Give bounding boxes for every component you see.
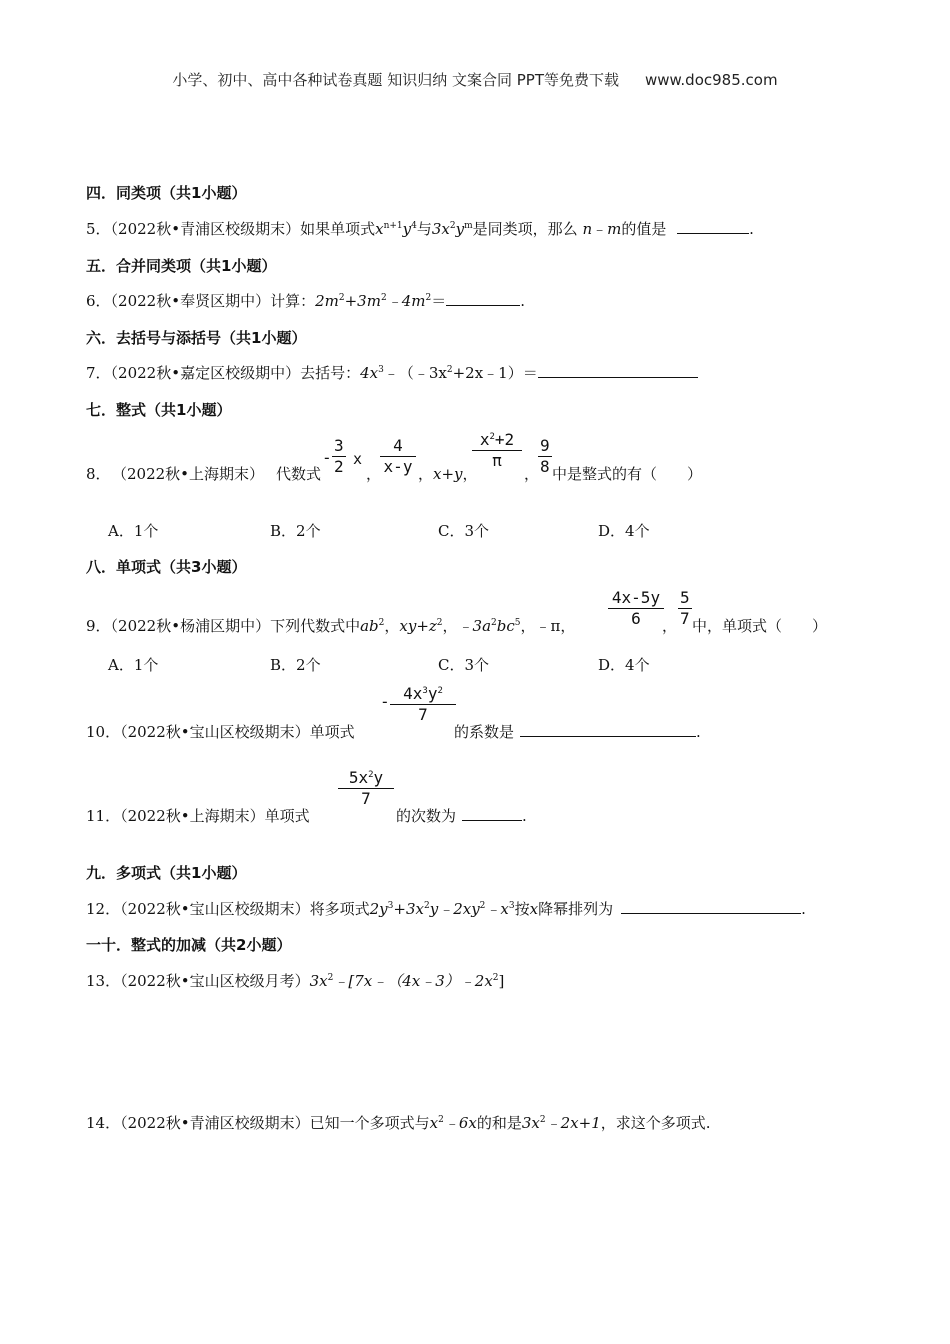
q10-text: 单项式 [309, 723, 355, 741]
option-d[interactable]: D．4个 [598, 522, 650, 540]
q14-sup: 2 [438, 1115, 444, 1125]
page-header [0, 69, 950, 90]
option-b[interactable]: B．2个 [270, 522, 321, 540]
q9-sup: 2 [378, 618, 385, 628]
fraction-numerator: 4x-5y [608, 588, 664, 609]
q14-source: （2022秋•青浦区校级期末） [120, 1114, 310, 1132]
q9-math: ﹣3a [457, 617, 492, 635]
q5-number: 5． [86, 220, 111, 238]
q9-source: （2022秋•杨浦区期中） [110, 617, 271, 635]
q5-text: 与 [416, 220, 432, 238]
fraction-sup: 2 [368, 770, 374, 780]
q9-lead [86, 615, 575, 636]
fraction-numerator: 3 [334, 436, 344, 455]
header-site: www.doc985.com [644, 71, 778, 89]
q12-source: （2022秋•宝山区校级期末） [120, 900, 310, 918]
q10-lead [86, 721, 355, 742]
q14-text: 的和是 [476, 1114, 522, 1132]
q12-number: 12． [86, 900, 121, 918]
q7-source: （2022秋•嘉定区校级期中） [110, 364, 301, 382]
q10-end: . [696, 723, 701, 741]
q10-tail [454, 721, 701, 742]
option-a[interactable]: A．1个 [108, 656, 159, 674]
q8-text: ） [687, 465, 703, 483]
q11-text: 单项式 [264, 807, 310, 825]
q14-math: ﹣2x+1 [545, 1114, 601, 1132]
q8-text: 代数式 [276, 465, 322, 483]
fraction-denominator: 2 [334, 457, 344, 476]
answer-blank[interactable] [520, 722, 696, 737]
question-12 [86, 898, 806, 919]
q9-math: ab [360, 617, 379, 635]
q11-source: （2022秋•上海期末） [120, 807, 265, 825]
q5-math: n [582, 220, 593, 238]
q8-math: x+y [433, 465, 463, 483]
q7-number: 7． [86, 364, 111, 382]
q13-source: （2022秋•宝山区校级月考） [120, 972, 310, 990]
section-title-6: 六．去括号与添括号（共1小题） [86, 329, 307, 347]
fraction-numerator: y [427, 684, 438, 703]
fraction-denominator: 6 [631, 609, 641, 628]
q6-end: . [520, 292, 525, 310]
q6-math: +3m [344, 292, 381, 310]
fraction-denominator: π [492, 451, 502, 470]
q9-sup: 2 [491, 618, 497, 628]
section-title-4: 四．同类项（共1小题） [86, 184, 247, 202]
fraction-sup: 2 [489, 432, 495, 442]
q13-math: ﹣[7x﹣（4x﹣3）﹣2x [333, 972, 493, 990]
q9-tail [692, 615, 827, 636]
q11-lead [86, 805, 310, 826]
answer-blank[interactable] [462, 806, 522, 821]
q11-tail [396, 805, 527, 826]
q6-source: （2022秋•奉贤区期中） [110, 292, 271, 310]
question-5 [86, 218, 754, 239]
q5-math: y [455, 220, 465, 238]
q8-number: 8． [86, 465, 111, 483]
option-c[interactable]: C．3个 [438, 522, 490, 540]
q10-text: 的系数是 [454, 723, 515, 741]
question-7 [86, 362, 698, 383]
question-14 [86, 1112, 711, 1133]
q8-terms [418, 463, 478, 484]
section-title-5: 五．合并同类项（共1小题） [86, 257, 277, 275]
q12-text: 将多项式 [309, 900, 370, 918]
q12-text: 按 [514, 900, 530, 918]
fraction-denominator: 7 [418, 705, 428, 724]
q9-text: 下列代数式中 [270, 617, 361, 635]
q8-comma: ， [418, 465, 434, 483]
fraction-sign: - [380, 692, 390, 711]
q14-text: 已知一个多项式与 [309, 1114, 430, 1132]
q12-sup: 2 [423, 901, 430, 911]
fraction-sign: - [322, 448, 332, 467]
q7-math: ﹣（﹣3x [383, 364, 447, 382]
q8-source: （2022秋•上海期末） [112, 465, 265, 483]
option-b[interactable]: B．2个 [270, 656, 321, 674]
fraction-sup: 3 [422, 686, 428, 696]
option-a[interactable]: A．1个 [108, 522, 159, 540]
fraction-numerator: 5x [348, 768, 369, 787]
q11-text: 的次数为 [396, 807, 457, 825]
q5-text: 如果单项式 [300, 220, 376, 238]
q11-end: . [522, 807, 527, 825]
q8-tail [552, 463, 702, 484]
q5-math: m [607, 220, 622, 238]
q13-sup: 2 [327, 973, 334, 983]
q14-number: 14． [86, 1114, 121, 1132]
q5-math: 3x [431, 220, 450, 238]
fraction-denominator: 8 [540, 457, 550, 476]
q9-math: ﹣π [535, 617, 561, 635]
q9-text: 中，单项式（ [692, 617, 783, 635]
q13-math: 3x [309, 972, 328, 990]
q12-sup: 2 [479, 901, 486, 911]
q14-sup: 2 [539, 1115, 546, 1125]
header-text: 小学、初中、高中各种试卷真题 知识归纳 文案合同 PPT等免费下载 [172, 71, 619, 89]
q8-comma: ， [524, 465, 540, 483]
question-13 [86, 970, 504, 991]
q9-text: ） [812, 617, 828, 635]
q6-sup: 2 [425, 293, 432, 303]
q9-comma: ， [442, 617, 458, 635]
fraction-x: x [353, 450, 363, 468]
q13-math: ] [498, 972, 505, 990]
q7-text: 去括号： [300, 364, 361, 382]
q5-text: 的值是 [621, 220, 667, 238]
fraction-numerator: 4x [403, 684, 423, 703]
fraction-numerator: 5 [680, 588, 690, 607]
q9-comma: ， [520, 617, 536, 635]
fraction-numerator: 4 [380, 436, 416, 457]
q12-end: . [801, 900, 806, 918]
answer-blank[interactable] [677, 219, 749, 234]
q11-number: 11． [86, 807, 121, 825]
q5-sup: n+1 [383, 221, 403, 231]
answer-blank[interactable] [446, 291, 520, 306]
q7-sup: 2 [446, 365, 453, 375]
q7-math: +2x﹣1）＝ [452, 364, 538, 382]
q5-sup: 2 [449, 221, 456, 231]
q14-math: x [429, 1114, 439, 1132]
q9-number: 9． [86, 617, 111, 635]
q7-sup: 3 [378, 365, 384, 375]
q8-comma: ， [366, 465, 382, 483]
q12-sup: 3 [387, 901, 394, 911]
q6-math: ﹣4m [386, 292, 426, 310]
q7-math: 4x [360, 364, 379, 382]
q5-math: ﹣ [592, 220, 608, 238]
q10-source: （2022秋•宝山区校级期末） [120, 723, 310, 741]
fraction-sup: 2 [437, 686, 443, 696]
q14-text: ，求这个多项式. [600, 1114, 711, 1132]
q13-number: 13． [86, 972, 121, 990]
option-d[interactable]: D．4个 [598, 656, 650, 674]
answer-blank[interactable] [621, 899, 801, 914]
q9-comma: ， [560, 617, 576, 635]
q5-end: . [749, 220, 754, 238]
q10-number: 10． [86, 723, 121, 741]
fraction-denominator: 7 [361, 789, 371, 808]
q5-sup: 4 [411, 221, 417, 231]
q6-eq: ＝ [431, 292, 447, 310]
q6-text: 计算： [270, 292, 316, 310]
q12-math: y﹣2xy [429, 900, 480, 918]
question-6 [86, 290, 525, 311]
q12-math: x [529, 900, 539, 918]
q6-number: 6． [86, 292, 111, 310]
q6-sup: 2 [338, 293, 345, 303]
q12-text: 降幂排列为 [538, 900, 614, 918]
q14-math: ﹣6x [443, 1114, 477, 1132]
q9-sup: 5 [514, 618, 521, 628]
q5-math: x [375, 220, 384, 238]
q12-math: 2y [369, 900, 388, 918]
fraction-numerator: +2 [494, 430, 515, 449]
q9-math: bc [496, 617, 515, 635]
q12-sup: 3 [508, 901, 515, 911]
q12-math: ﹣x [485, 900, 509, 918]
fraction-numerator: y [373, 768, 384, 787]
fraction-numerator: x [479, 430, 490, 449]
q9-math: xy+z [399, 617, 437, 635]
option-c[interactable]: C．3个 [438, 656, 490, 674]
section-title-8: 八．单项式（共3小题） [86, 558, 247, 576]
q9-sup: 2 [436, 618, 443, 628]
q8-text: 中是整式的有（ [552, 465, 658, 483]
q5-text: 是同类项，那么 [472, 220, 578, 238]
section-title-9: 九．多项式（共1小题） [86, 864, 247, 882]
q6-math: 2m [315, 292, 339, 310]
answer-blank[interactable] [538, 363, 698, 378]
q9-comma: ， [662, 617, 678, 635]
q8-comma: ， [462, 465, 478, 483]
section-title-7: 七．整式（共1小题） [86, 401, 232, 419]
q6-sup: 2 [380, 293, 387, 303]
fraction-denominator: 7 [680, 609, 690, 628]
q5-sup: m [464, 221, 473, 231]
q9-comma: ， [384, 617, 400, 635]
q5-math: y [402, 220, 412, 238]
section-title-10: 一十．整式的加减（共2小题） [86, 936, 292, 954]
q14-math: 3x [521, 1114, 540, 1132]
fraction-denominator: x-y [383, 457, 413, 476]
q12-math: +3x [393, 900, 424, 918]
fraction-numerator: 9 [540, 436, 550, 455]
q13-sup: 2 [492, 973, 499, 983]
q5-source: （2022秋•青浦区校级期末） [110, 220, 301, 238]
